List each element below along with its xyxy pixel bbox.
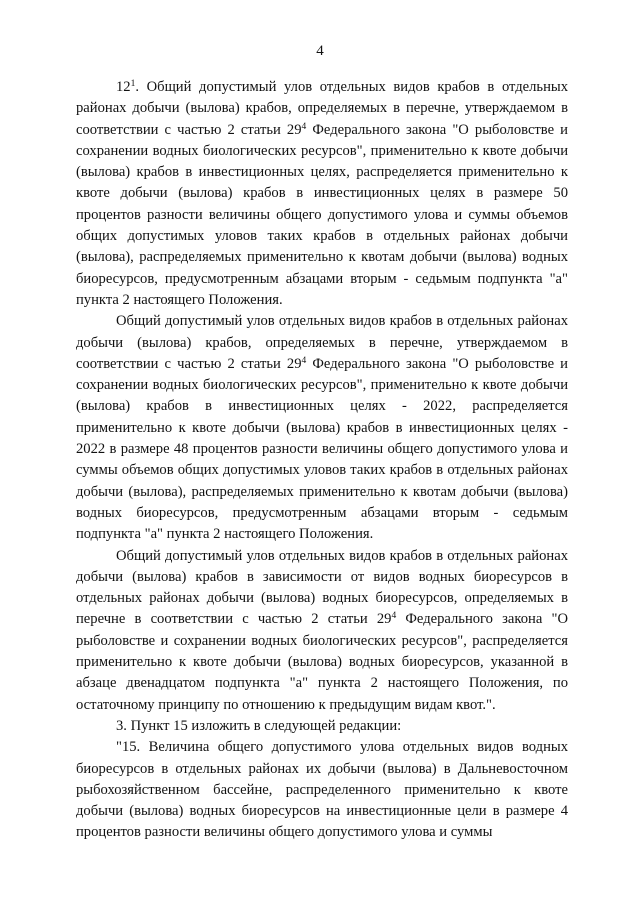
paragraph-text: Федерального закона "О рыболовстве и сохранении водных биологических ресурсов", распределяется применительно к квоте добычи (вылова) водных биоресурсов, указанной в абзаце двенадцатом подпункта "а" пункта 2 настоящего Положения, по остаточному принципу по отношению к предыдущим видам квот.". — [76, 611, 568, 713]
paragraph-investment-2022 — [76, 311, 568, 545]
clause-number: 12 — [116, 79, 131, 95]
paragraph-amendment-item-3: 3. Пункт 15 изложить в следующей редакции: — [116, 717, 402, 734]
paragraph-text: Федерального закона "О рыболовстве и сохранении водных биологических ресурсов", применительно к квоте добычи (вылова) крабов в инвестиционных целях - 2022, распределяется применительно к квоте добычи (вылова) крабов в инвестиционных целях - 2022 в размере 48 процентов разности величины общего допустимого улова и суммы объемов общих допустимых уловов таких крабов в отдельных районах добычи (вылова), распределяемых применительно к квотам добычи (вылова) водных биоресурсов, предусмотренным абзацами вторым - седьмым подпункта "а" пункта 2 настоящего Положения. — [76, 355, 568, 543]
paragraph-text: Общий допустимый улов отдельных видов крабов в отдельных районах добычи (вылова) крабов в зависимости от видов водных биоресурсов в отдельных районах добычи (вылова) водных биоресурсов, определяемых в перечне в соответствии с частью 2 статьи 29 — [76, 547, 568, 628]
article-superscript: 4 — [391, 611, 397, 622]
paragraph-text: Федерального закона "О рыболовстве и сохранении водных биологических ресурсов", применительно к квоте добычи (вылова) крабов в инвестиционных целях, распределяется применительно к квоте добычи (вылова) крабов в инвестиционных целях в размере 50 процентов разности величины общего допустимого улова и суммы объемов общих допустимых уловов таких крабов в отдельных районах добычи (вылова), распределяемых применительно к квотам добычи (вылова) водных биоресурсов, предусмотренным абзацами вторым - седьмым подпункта "а" пункта 2 настоящего Положения. — [76, 121, 568, 308]
page-number: 4 — [316, 43, 324, 59]
paragraph-text: . Общий допустимый улов отдельных видов крабов в отдельных районах добычи (вылова) крабов, определяемых в перечне, утверждаемом в соответствии с частью 2 статьи 29 — [76, 79, 568, 138]
article-superscript: 4 — [301, 121, 307, 132]
paragraph-point-15: "15. Величина общего допустимого улова отдельных видов водных биоресурсов в отдельных районах их добычи (вылова) в Дальневосточном рыбохозяйственном бассейне, распределенного применительно к квоте добычи (вылова) водных биоресурсов на инвестиционные цели в размере 4 процентов разности величины общего допустимого улова и суммы — [76, 739, 568, 841]
paragraph-text: Общий допустимый улов отдельных видов крабов в отдельных районах добычи (вылова) крабов, определяемых в перечне, утверждаемом в соответствии с частью 2 статьи 29 — [76, 313, 568, 372]
document-body — [76, 77, 568, 844]
paragraph-12-1 — [76, 77, 568, 311]
clause-number-superscript: 1 — [130, 79, 136, 89]
paragraph-residual-principle — [76, 546, 568, 716]
article-superscript: 4 — [301, 355, 307, 366]
